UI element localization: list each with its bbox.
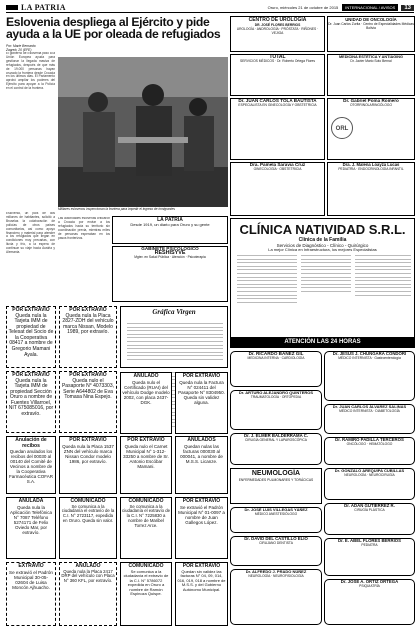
ad-la-patria: LA PATRIA Desde 1919, un diario para Oruro y su gente	[112, 216, 228, 244]
doctor-d1: Dr. RICARDO BAÑEZ GIL MEDICINA INTERNA · CARDIOLOGÍA	[230, 351, 322, 387]
page-header	[6, 3, 414, 13]
doctor-d12: Dr. E. ABEL FLORES BERRIOS PEDIATRA	[324, 538, 415, 576]
classified-c5: POR EXTRAVÍO Queda nula la Placa 1537 ZNN del vehículo marca Nissan Condor modelo 1986, por extravío.	[59, 436, 117, 494]
newspaper-name: LA PATRIA	[21, 3, 66, 12]
classified-c15: COMUNICADO Se comunica a la ciudadanía el extravío de la C.I. N° 5786072 expedida en Oruro a nombre de Ramón Espinoza Quispe.	[120, 562, 172, 626]
doctor-d9: Dr. JOSÉ LUIS VILLEGAS YÁÑEZ MÉDICO ANESTESIÓLOGO	[230, 507, 322, 533]
orl-logo-icon: ORL	[331, 117, 353, 139]
doctor-d14: Dr. JOSÉ A. ORTIZ ORTEGA PSIQUIATRÍA	[324, 579, 415, 625]
clinica-specialties-list	[355, 255, 411, 315]
ad-servicios-medicos: TOTAL SERVICIOS MÉDICOS · Dr. Roberto Ortega Flores	[230, 54, 325, 96]
doctor-d6: Dr. RAMIRO PADILLA TERCEROS ONCÓLOGO · HEMATÓLOGO	[324, 437, 415, 465]
soldiers-photo-icon	[58, 57, 228, 207]
article-body-col1: El gobierno de Eslovenia pidió a la Unión Europea ayuda para gestionar la llegada masiva de refugiados, después de que más de 19.000 personas hayan cruzado la frontera desde Croacia en los últimos días. El Parlamento aprobó ampliar los poderes del Ejército para apoyar a la Policía en el control de la frontera.	[6, 52, 55, 91]
doctor-d7: NEUMOLOGÍA ENFERMEDADES PULMONARES Y TORÁCICAS	[230, 468, 322, 504]
ad-clinica-natividad: CLÍNICA NATIVIDAD S.R.L. Clínica de la Familia Servicios de Diagnóstico - Clínico - Quirúrgico La mejor Clínica en Infraestructura, los mejores Especialistas ATENCIÓN LAS 24 HORAS	[230, 218, 415, 348]
classified-c10: POR EXTRAVÍO Queda nulo el Carnet Municipal N° 1-312-33250 a nombre de Sr. Antonio Escóbar Mamani.	[120, 436, 172, 494]
classified-c1: POR EXTRAVÍO Queda nula la Tarjeta IMM de propiedad de Telesat del Socio de la Cooperativa 08417 a nombre de Gregorio Mamani Ayala.	[6, 306, 56, 368]
classified-c2: POR EXTRAVÍO Queda nula la Placa 2827-ZDH del vehículo marca Nissan, Modelo 1989, por extravío.	[59, 306, 117, 368]
article-body-col3: Las autoridades eslovenas criticaron a Croacia por enviar a los refugiados hacia su territorio sin coordinación previa, mientras miles de personas esperaban en los pasos fronterizos.	[58, 217, 110, 240]
article-byline: Por: Marie Bernardo Zagreb, 20 (EFE)	[6, 44, 36, 52]
classified-c11: POR EXTRAVÍO Se extravió el Padrón Municipal N° 01-0097 a nombre de Juan Gallegos López.	[175, 497, 228, 559]
classified-c18: ANULADO Queda nula la Placa 2417 DRP del vehículo con Placa N° 360 KFL, por extravío.	[59, 562, 117, 626]
classified-c3: POR EXTRAVÍO Queda nula la Tarjeta IMM de propiedad Sección Oruro a nombre de Fuentes Villarroel, NIT 675085016, por extravío.	[6, 371, 56, 433]
photo-caption: Militares eslovenos inspeccionan la frontera para impedir el ingreso de inmigrantes	[58, 207, 175, 211]
classified-c12: ANULADA Queda nula la Aplicación Telefónica N° 7087 Teléfono 5274171 de Felix Oviedo Mar, por extravío.	[6, 497, 56, 559]
classified-c4: POR EXTRAVÍO Queda nulo el Pasaporte N° 4073303, Serie A644802 de Eva Tomasa Nina Espejo.	[59, 371, 117, 433]
classified-c17: EXTRAVÍO Se extravió el Padrón Municipal 30-05-02604 de Luisa Moncón Ajhuacho.	[6, 562, 56, 626]
doctor-d4: Dr. JUAN CARLOS ÁLVAREZ SALINAS MÉDICO INTERNISTA · DIABETOLOGÍA	[324, 404, 415, 434]
logo-mark-icon	[6, 5, 18, 10]
classified-c6: ANULADO Queda nulo el Certificado (RUAI) del vehículo Dodge modelo 2002, con placa 2437-DGK.	[120, 372, 172, 434]
article-headline: Eslovenia despliega al Ejército y pide ayuda a la UE por oleada de refugiados	[6, 15, 221, 42]
header-section: INTERNACIONAL / AVISOS	[342, 4, 398, 11]
article-body-col2: Eslovenia, un país de dos millones de habitantes, solicitó a Bruselas la colaboración de policías de otros países comunitarios, así como apoyo financiero y material para atender a los refugiados que llegan en condiciones muy precarias, con lluvia y frío, a la espera de continuar su viaje hacia Austria y Alemania.	[6, 212, 55, 255]
doctor-d10: Dr. ADÁN GUTIÉRREZ R. CIRUGÍA PLÁSTICA	[324, 503, 415, 535]
ad-gabinete-psicologico: GABINETE PSICOLÓGICO RESHISYVE Mgter. en Salud Pública · Atención · Psicoterapia	[112, 246, 228, 302]
header-date: Oruro, miércoles 21 de octubre de 2015	[267, 5, 339, 10]
ad-urologia: CENTRO DE UROLOGÍA DR. JOSÉ FLORES BERRIOS UROLOGÍA · ANDROLOGÍA · PRÓSTATA · RIÑONES · VEJIGA	[230, 16, 325, 52]
doctor-d8: Dr. GONZALO AREQUIPA CUBILLAS NEUROLOGÍA · NEUROCIRUGÍA	[324, 468, 415, 500]
clinica-consulta-list	[301, 255, 351, 315]
classified-c9: Anulación de recibos Quedan anulados los recibos del 00030 al 00140 del Comité de Vecinos a nombre de la Cooperativa Farmacéutica COFAR S.A.	[6, 436, 56, 494]
page-number: 13	[401, 5, 414, 11]
doctor-d2: Dr. JESÚS J. CHUNGARA CONDORI MÉDICO INTERNISTA · Gastroenterología	[324, 351, 415, 401]
ad-grafica: Gráfica Virgen	[120, 306, 228, 368]
doctor-d3: Dr. ARTURO ALEJANDRO QUINTEROS TRAUMATOLOGÍA · ORTOPEDIA	[230, 390, 322, 430]
clinica-footer: ATENCIÓN LAS 24 HORAS	[231, 337, 414, 347]
doctor-d13: Dr. ALFREDO J. PRADO NÚÑEZ NEUROLOGÍA · NEUROFISIOLOGÍA	[230, 569, 322, 625]
ad-saravia-cruz: Dra. Pamela Saravia Cruz GINECOLOGÍA · OBSTETRICIA	[230, 162, 325, 216]
classified-c13: COMUNICADO Se comunica a la ciudadanía el extravío de la C.I. N° 2723117, expedida en Oruro. Queda sin valor.	[59, 497, 117, 559]
doctor-d11: Dr. DAVID DEL CASTILLO ELIO CIRUJANO DENTISTA	[230, 536, 322, 566]
ad-tola-bautista: Dr. JUAN CARLOS TOLA BAUTISTA ESPECIALISTA EN GINECOLOGÍA Y OBSTETRICIA	[230, 98, 325, 160]
classified-c8: ANULADOS Quedan nulas las facturas 000030 al 000041, a nombre de M.S.S. Licanze.	[175, 436, 228, 494]
article-photo	[58, 57, 228, 207]
classified-c14: COMUNICADO Se comunica a la ciudadanía el extravío de la C.I. N° 7225830 a nombre de Maribel Torrez Arce.	[120, 497, 172, 559]
classified-c16: POR EXTRAVÍO Quedan sin validez las facturas N° 04, 09, 014, 016, 019, 018 a nombre de M.S.S. y del Gobierno Autónomo Municipal.	[175, 562, 228, 626]
classified-c7: POR EXTRAVÍO Queda nula la Factura N° 024411 del Pasaporte N° 8304950. Queda sin validez alguna.	[175, 372, 228, 434]
ad-loayza-lucas: Dra. J. Malena Loayza Lucas PEDIATRÍA · ENDOCRINOLOGÍA INFANTIL	[327, 162, 415, 216]
ad-oncologia: UNIDAD DE ONCOLOGÍA Dr. Juan Carlos Zurita · Centro de Especialidades Médicas Bolivia	[327, 16, 415, 52]
ad-poma-romero: ORL Dr. Gabriel Poma Romero OTORRINOLARINGÓLOGO	[327, 98, 415, 160]
ad-medicina-estetica: MEDICINA ESTÉTICA Y ANTIAGING Dr. Javier Mario Soto Bernal	[327, 54, 415, 96]
clinica-services-list	[237, 255, 297, 315]
doctor-d5: Dr. J. ELMER BALDERRAMA C. CIRUGÍA GENERAL Y LAPAROSCÓPICA	[230, 433, 322, 465]
